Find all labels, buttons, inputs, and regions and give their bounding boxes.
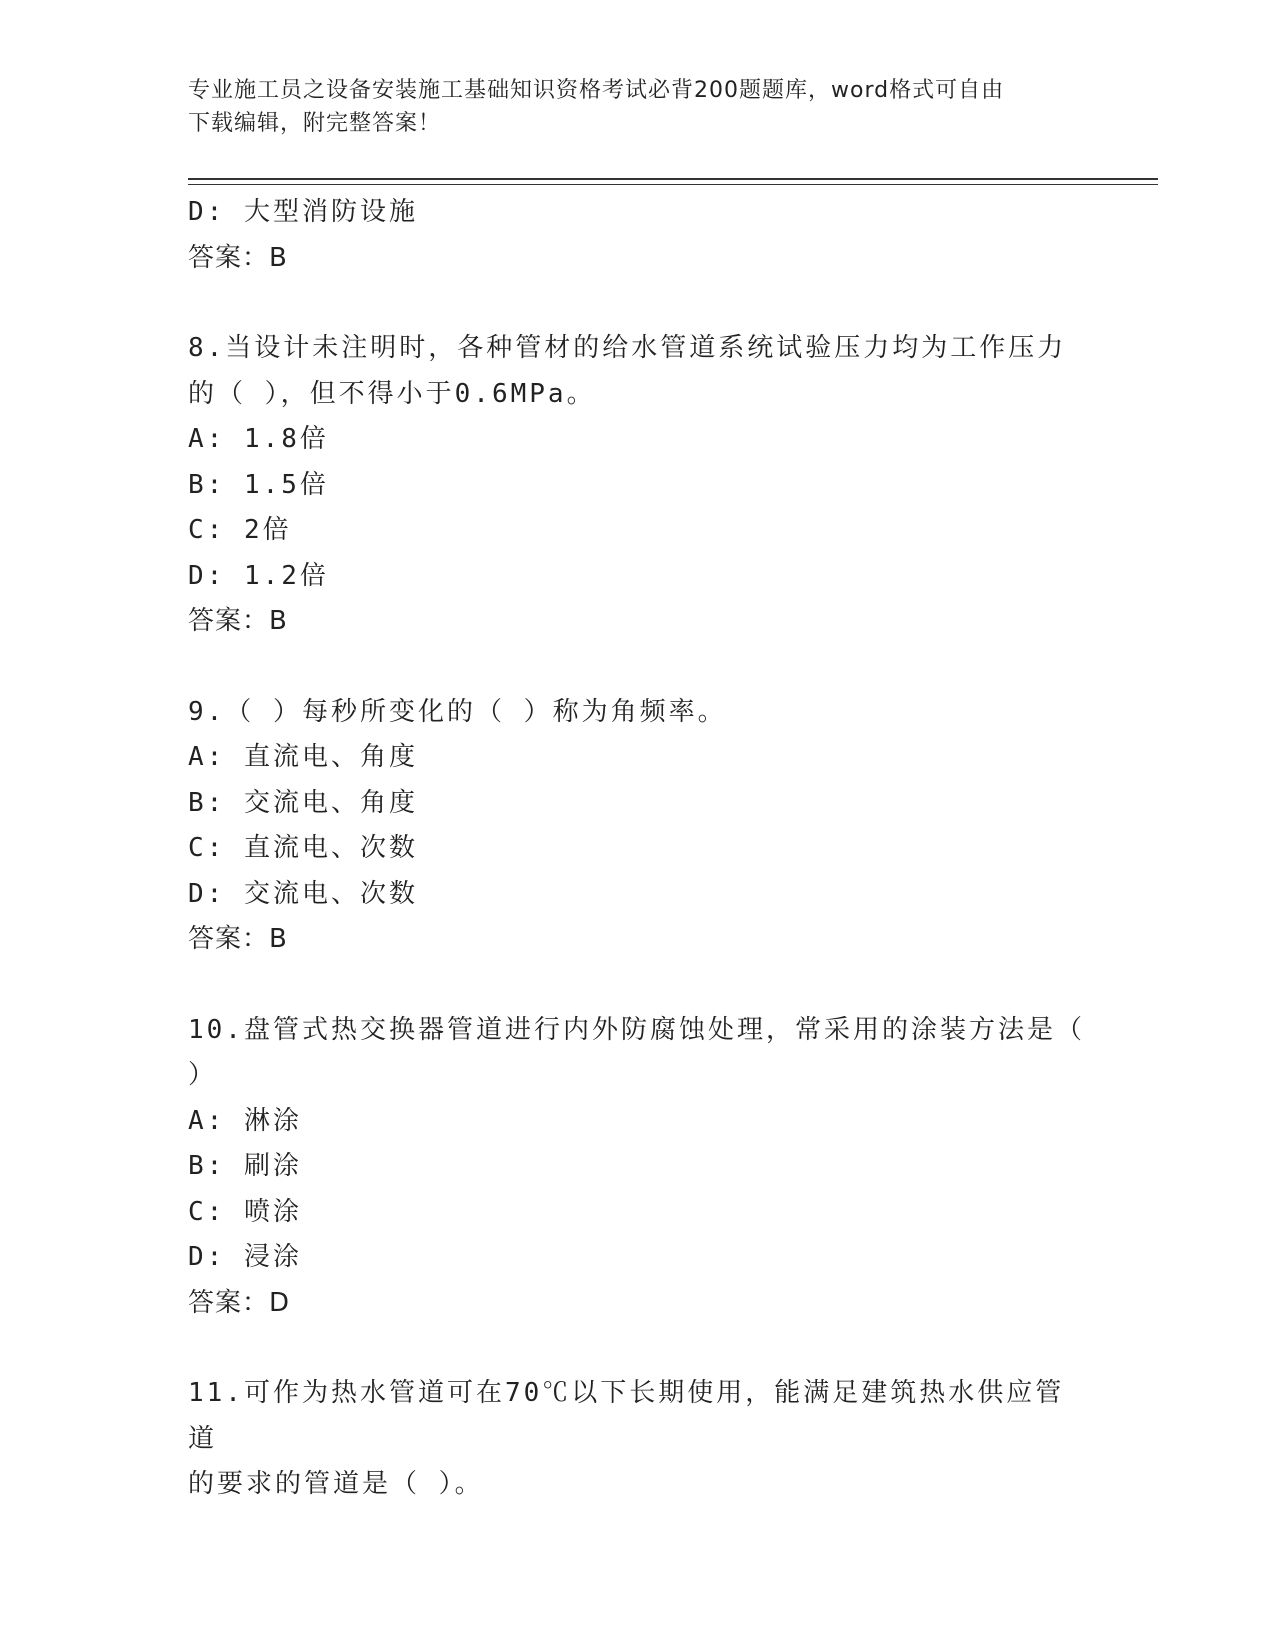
- answer: 答案：B: [188, 924, 288, 954]
- option-d: D: 交流电、次数: [188, 878, 418, 909]
- question-text-line-2: 的（ ），但不得小于0.6MPa。: [188, 378, 596, 409]
- question-text-line-1: 9.（ ）每秒所变化的（ ）称为角频率。: [188, 696, 727, 727]
- question-9: [188, 690, 1088, 963]
- option-a: A: 1.8倍: [188, 424, 329, 454]
- option-b: B: 交流电、角度: [188, 787, 418, 818]
- option-c: C: 喷涂: [188, 1196, 302, 1227]
- question-text-line-1: 8.当设计未注明时，各种管材的给水管道系统试验压力均为工作压力: [188, 333, 1067, 363]
- option-c: C: 2倍: [188, 515, 292, 545]
- question-10: [188, 1008, 1088, 1327]
- header-line-1: 专业施工员之设备安装施工基础知识资格考试必背200题题库，word格式可自由: [188, 78, 1005, 103]
- document-header: [188, 74, 1068, 140]
- header-divider-thick: [188, 178, 1158, 180]
- question-text-line-2: ）: [188, 1060, 218, 1090]
- answer: 答案：D: [188, 1287, 291, 1318]
- document-body: [188, 190, 1088, 1508]
- question-text-line-2: 的要求的管道是（ ）。: [188, 1469, 484, 1499]
- option-d: D: 1.2倍: [188, 560, 329, 591]
- header-divider-thin: [188, 184, 1158, 185]
- option-b: B: 1.5倍: [188, 469, 329, 500]
- previous-question-tail: [188, 190, 1088, 281]
- answer: 答案：B: [188, 242, 288, 273]
- option-b: B: 刷涂: [188, 1151, 302, 1181]
- option-a: A: 直流电、角度: [188, 742, 418, 772]
- question-text-line-1: 11.可作为热水管道可在70℃以下长期使用，能满足建筑热水供应管道: [188, 1378, 1065, 1454]
- option-a: A: 淋涂: [188, 1105, 302, 1136]
- question-text-line-1: 10.盘管式热交换器管道进行内外防腐蚀处理，常采用的涂装方法是（: [188, 1014, 1085, 1045]
- option-c: C: 直流电、次数: [188, 833, 418, 863]
- option-d: D: 浸涂: [188, 1242, 302, 1272]
- option-d: D: 大型消防设施: [188, 197, 418, 227]
- question-11: [188, 1371, 1088, 1508]
- question-8: [188, 326, 1088, 645]
- answer: 答案：B: [188, 606, 288, 636]
- header-line-2: 下载编辑，附完整答案！: [188, 111, 442, 136]
